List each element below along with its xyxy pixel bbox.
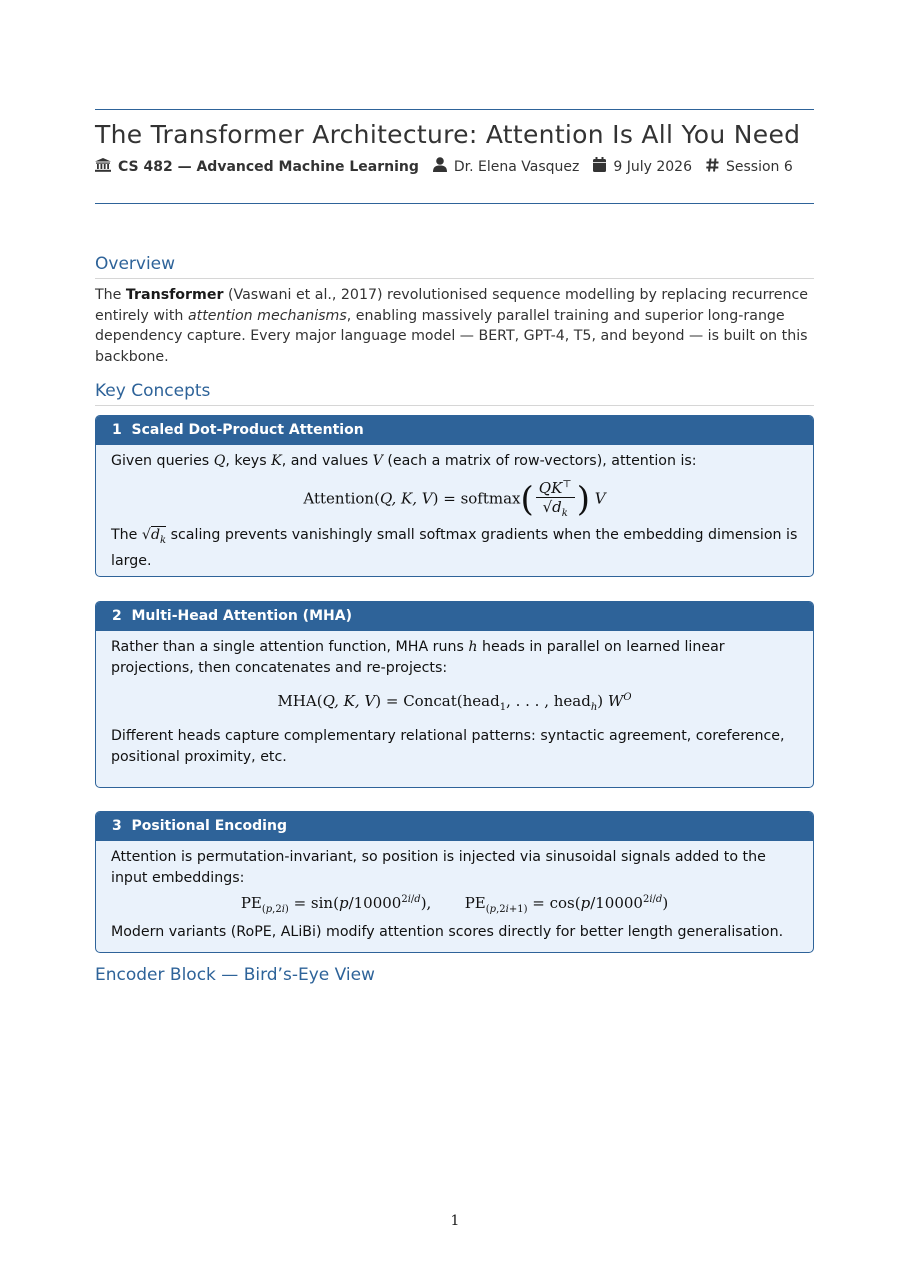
concept-outro: Different heads capture complementary relational patterns: syntactic agreement, coreference, positional proximity, etc. [111,728,785,765]
overview-paragraph [95,285,814,367]
overview-text: , enabling massively parallel training and superior long-range dependency capture. Every major language model — BERT, GPT-4, T5, and beyond — is built on this backbone. [95,307,808,365]
concept-box-header [96,602,813,631]
concept-title: Multi-Head Attention (MHA) [131,608,352,624]
concept-intro: Given queries Q, keys K, and values V (each a matrix of row-vectors), attention is: [111,453,697,469]
date-label: 9 July 2026 [613,158,692,175]
overview-text: The [95,287,126,303]
concept-number: 2 [112,608,122,624]
concept-title: Positional Encoding [131,818,287,834]
document-page [95,109,814,989]
meta-line [95,157,814,176]
user-icon [433,157,447,176]
concept-box-header [96,812,813,841]
section-heading-key-concepts: Key Concepts [95,381,814,406]
concept-intro: Attention is permutation-invariant, so position is injected via sinusoidal signals added to the input embeddings: [111,849,766,886]
meta-instructor [433,157,580,176]
concept-box-positional [95,811,814,953]
overview-text: (Vaswani et al., 2017) revolutionised sequence modelling by replacing recurrence entirely with [95,287,808,324]
concept-outro: The $√d_k$ scaling prevents vanishingly small softmax gradients when the embedding dimension is large. [111,527,798,569]
mha-equation: MHA(Q, K, V) = Concat(head$_1$, . . . , head$_h$) $W^O$ [277,692,632,713]
concept-box-multihead [95,601,814,788]
concept-box-attention [95,415,814,577]
page-number: 1 [450,1213,460,1229]
calendar-icon [593,157,606,176]
concept-box-body [96,631,813,775]
concept-outro: Modern variants (RoPE, ALiBi) modify attention scores directly for better length generalisation. [111,924,784,940]
hash-icon [706,158,719,176]
session-label: Session 6 [725,158,793,175]
course-label: CS 482 — Advanced Machine Learning [118,158,419,175]
concept-intro: Rather than a single attention function, MHA runs h heads in parallel on learned linear projections, then concatenates and re-projects: [111,639,725,676]
meta-session [706,158,793,176]
concept-box-body [96,841,813,950]
section-heading-encoder: Encoder Block — Bird’s-Eye View [95,965,375,985]
section-heading-overview: Overview [95,254,814,279]
attention-equation: Attention(Q, K, V) = softmax( $\frac{QK^⊤}{√d_k}$ ) V [111,476,798,523]
meta-date [593,157,692,176]
instructor-label: Dr. Elena Vasquez [453,158,580,175]
page-title: The Transformer Architecture: Attention Is All You Need [95,120,801,149]
positional-equation: $PE_{(p,2i)} = \sin(p/10000^{2i/d})$, $PE_{(p,2i+1)} = \cos(p/10000^{2i/d})$ [240,894,669,915]
top-rule [95,109,814,110]
concept-number: 1 [112,422,122,438]
concept-number: 3 [112,818,122,834]
overview-bold-term: Transformer [125,287,224,303]
overview-italic-term: attention mechanisms [187,307,347,324]
meta-course [95,158,419,176]
concept-title: Scaled Dot-Product Attention [131,422,364,438]
concept-box-body [96,445,813,577]
concept-box-header [96,416,813,445]
institution-icon [95,158,111,176]
